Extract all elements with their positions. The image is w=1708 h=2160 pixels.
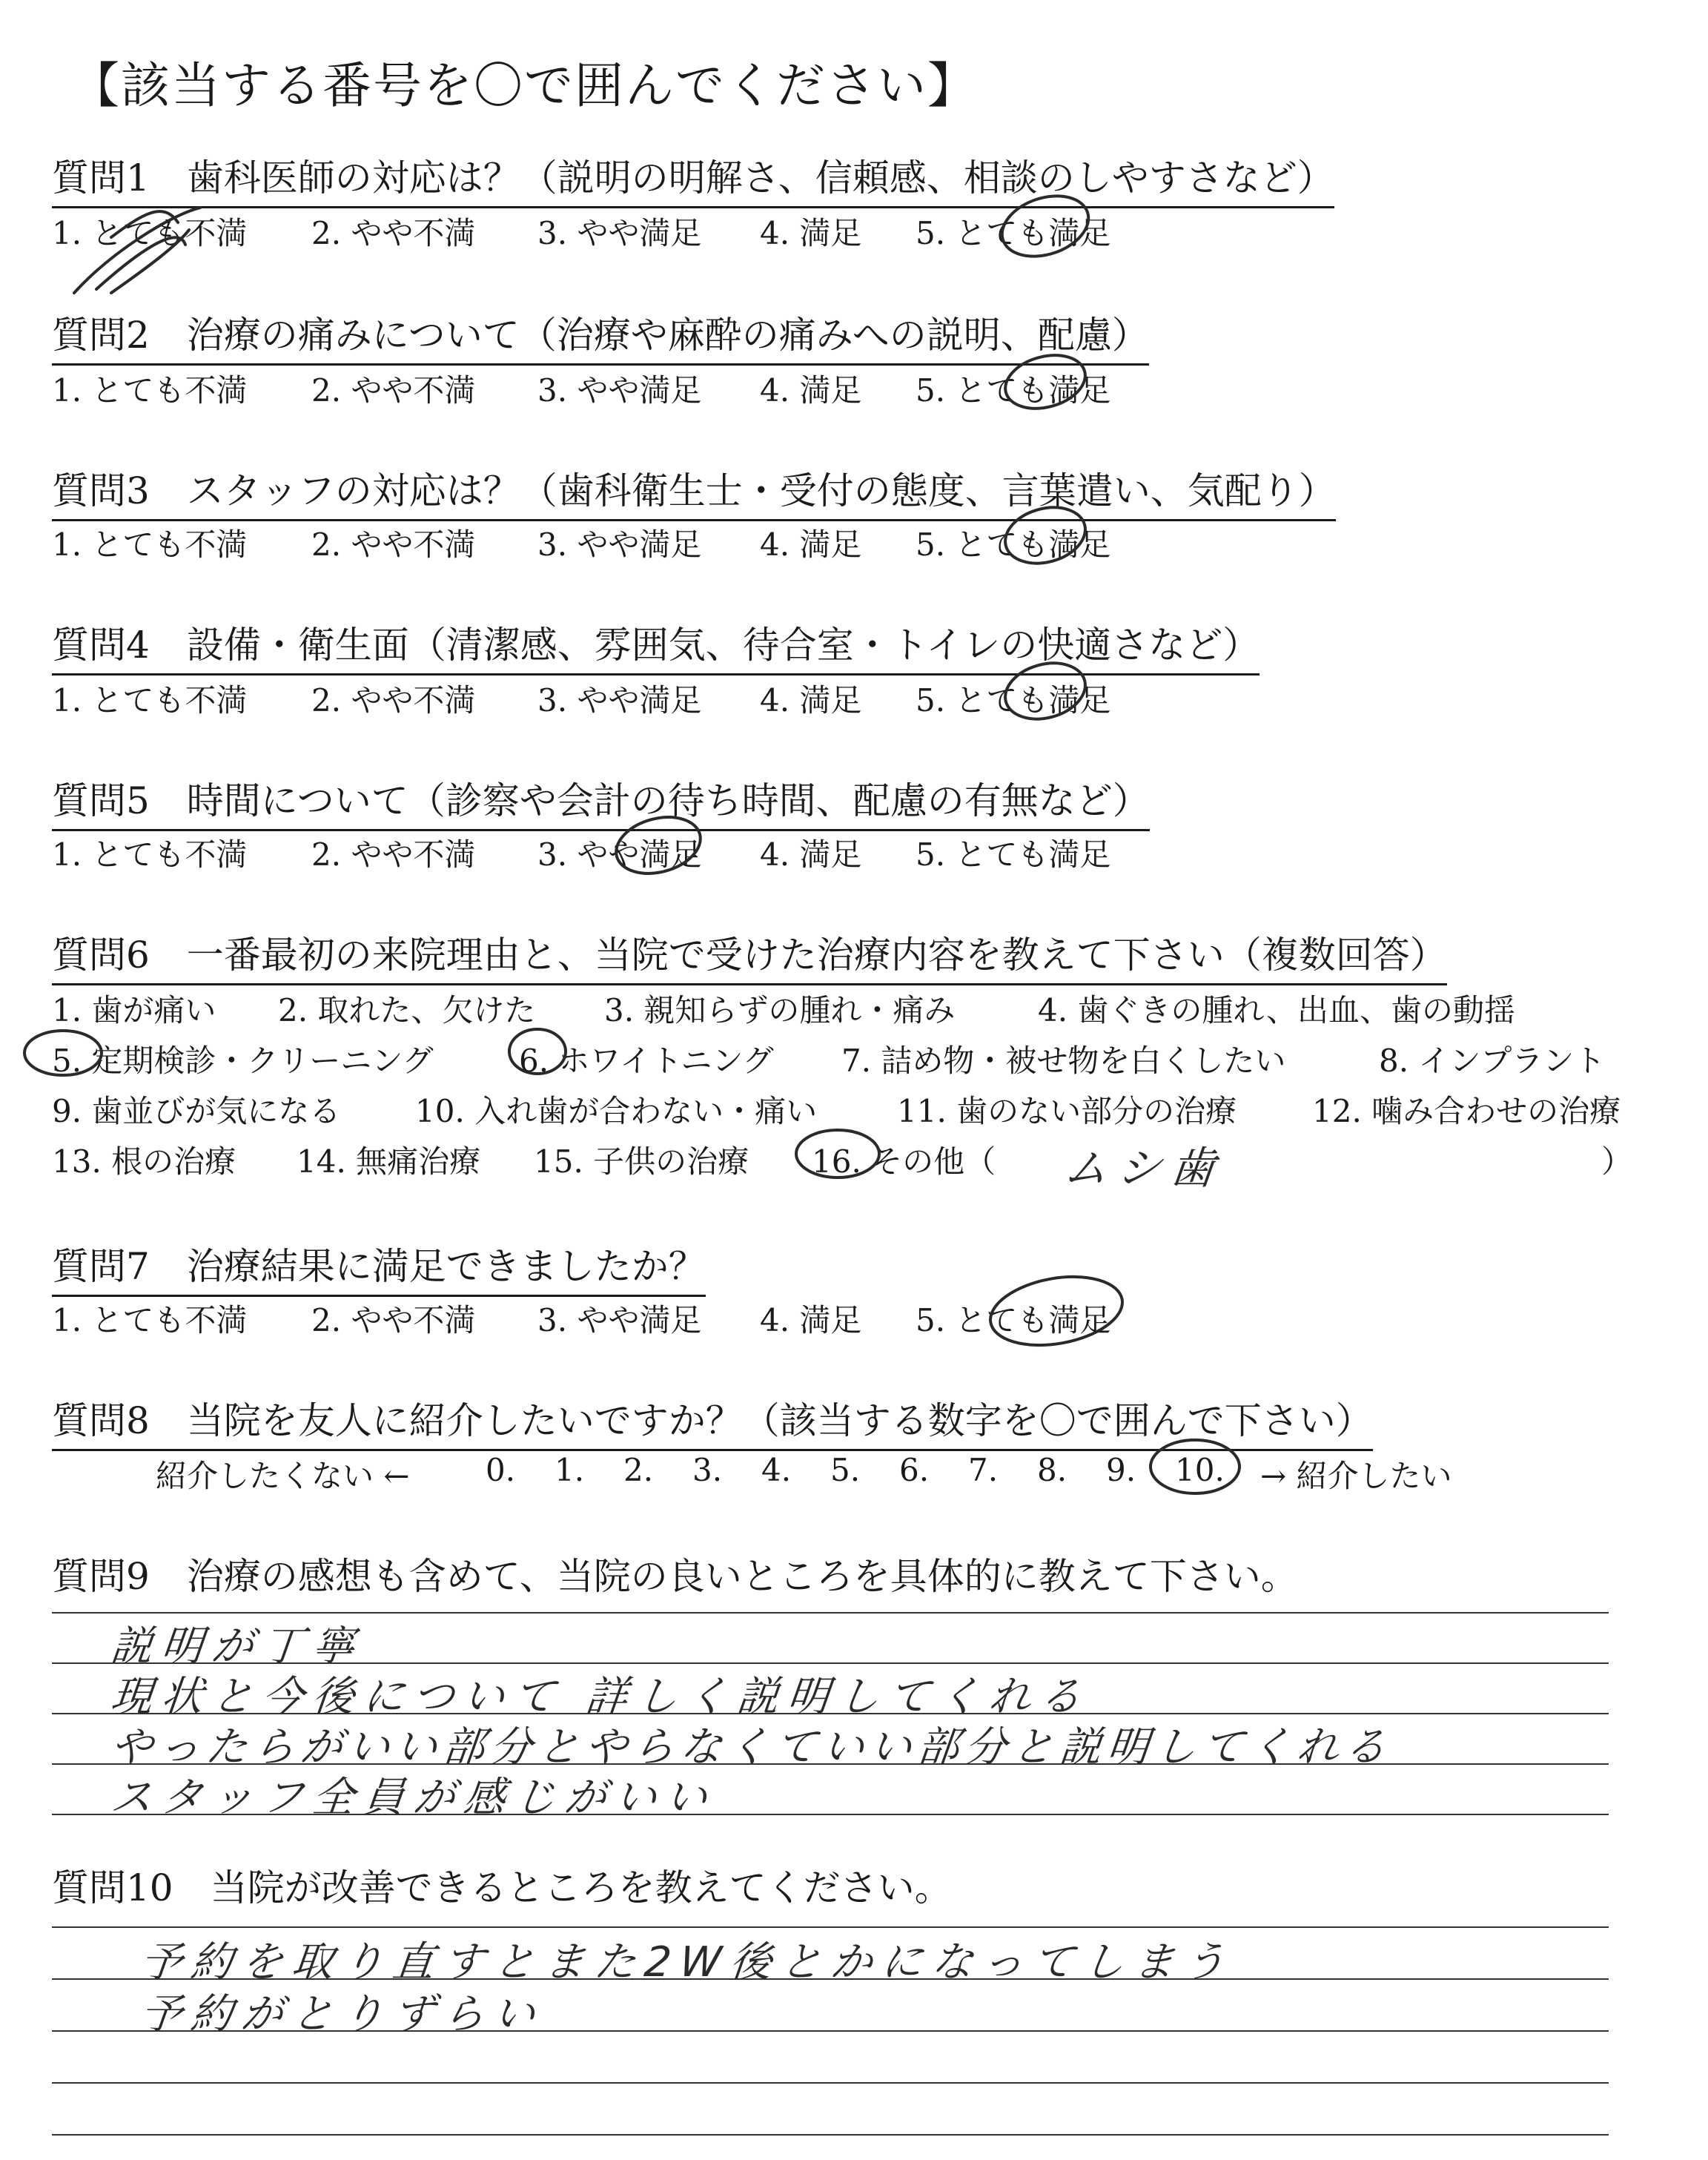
q2-option-1[interactable]: 1. とても不満 [52, 372, 248, 409]
question-4-heading: 質問4 設備・衛生面（清潔感、雰囲気、待合室・トイレの快適さなど） [52, 615, 1260, 676]
q9-handwritten-line-3[interactable]: やったらがいい部分とやらなくていい部分と説明してくれる [108, 1723, 1394, 1771]
question-3-heading: 質問3 スタッフの対応は？（歯科衛生士・受付の態度、言葉遣い、気配り） [52, 461, 1336, 521]
q8-number-2[interactable]: 2. [623, 1452, 654, 1488]
q8-number-7[interactable]: 7. [968, 1452, 999, 1488]
q8-number-1[interactable]: 1. [555, 1452, 585, 1488]
q6-option-8[interactable]: 8. インプラント [1379, 1043, 1606, 1079]
q6-option-10[interactable]: 10. 入れ歯が合わない・痛い [415, 1093, 818, 1129]
q5-option-1[interactable]: 1. とても不満 [52, 836, 248, 873]
q6-option-2[interactable]: 2. 取れた、欠けた [278, 992, 536, 1028]
q6-option-4[interactable]: 4. 歯ぐきの腫れ、出血、歯の動揺 [1038, 992, 1515, 1028]
q1-option-5[interactable]: 5. とても満足 [916, 215, 1111, 251]
q7-option-4[interactable]: 4. 満足 [760, 1302, 862, 1338]
q9-handwritten-line-2[interactable]: 現状と今後について 詳しく説明してくれる [108, 1673, 1093, 1721]
q3-option-1[interactable]: 1. とても不満 [52, 526, 248, 563]
question-2-heading: 質問2 治療の痛みについて（治療や麻酔の痛みへの説明、配慮） [52, 305, 1149, 366]
q3-option-5[interactable]: 5. とても満足 [916, 526, 1111, 563]
q8-number-0[interactable]: 0. [486, 1452, 516, 1488]
question-2-scale [52, 366, 1164, 411]
q6-option-14[interactable]: 14. 無痛治療 [297, 1143, 481, 1180]
q8-right-label: → 紹介したい [1260, 1458, 1452, 1494]
question-7-scale [52, 1296, 1164, 1341]
q8-number-10[interactable]: 10. [1175, 1452, 1225, 1488]
q6-options-row-3 [52, 1087, 1653, 1132]
q8-scale [156, 1452, 1564, 1496]
q6-options-row-4 [52, 1137, 1653, 1182]
q9-handwritten-line-1[interactable]: 説明が丁寧 [108, 1622, 365, 1671]
q6-option-7[interactable]: 7. 詰め物・被せ物を白くしたい [841, 1043, 1286, 1079]
q7-option-3[interactable]: 3. やや満足 [537, 1302, 702, 1338]
q4-option-3[interactable]: 3. やや満足 [537, 682, 702, 719]
q7-option-5[interactable]: 5. とても満足 [916, 1302, 1111, 1338]
q7-option-2[interactable]: 2. やや不満 [311, 1302, 476, 1338]
q6-option-9[interactable]: 9. 歯並びが気になる [52, 1093, 341, 1129]
q8-number-5[interactable]: 5. [830, 1452, 861, 1488]
q10-answer-line [52, 2082, 1609, 2084]
q6-other-handwritten[interactable]: ムシ歯 [1060, 1143, 1227, 1195]
q6-option-16[interactable]: 16. その他（ [812, 1143, 996, 1180]
question-7-heading: 質問7 治療結果に満足できましたか？ [52, 1237, 706, 1297]
page-title: 【該当する番号を〇で囲んでください】 [70, 57, 978, 114]
q6-option-13[interactable]: 13. 根の治療 [52, 1143, 236, 1180]
question-3-scale [52, 521, 1164, 565]
q1-option-1[interactable]: 1. とても不満 [52, 215, 248, 251]
q6-option-1[interactable]: 1. 歯が痛い [52, 992, 216, 1028]
q3-option-3[interactable]: 3. やや満足 [537, 526, 702, 563]
q4-option-4[interactable]: 4. 満足 [760, 682, 862, 719]
question-4-scale [52, 676, 1164, 721]
q6-option-11[interactable]: 11. 歯のない部分の治療 [897, 1093, 1237, 1129]
question-5-heading: 質問5 時間について（診察や会計の待ち時間、配慮の有無など） [52, 771, 1150, 831]
q8-number-4[interactable]: 4. [761, 1452, 792, 1488]
q4-option-1[interactable]: 1. とても不満 [52, 682, 248, 719]
q6-options-row-2 [52, 1037, 1653, 1081]
q2-option-5[interactable]: 5. とても満足 [916, 372, 1111, 409]
q6-option-6[interactable]: 6. ホワイトニング [519, 1043, 774, 1079]
q6-options-row-1 [52, 986, 1653, 1031]
q10-answer-line [52, 2134, 1609, 2136]
question-1-heading: 質問1 歯科医師の対応は？（説明の明解さ、信頼感、相談のしやすさなど） [52, 148, 1334, 208]
q10-answer-line [52, 1926, 1609, 1928]
q6-option-5[interactable]: 5. 定期検診・クリーニング [52, 1043, 434, 1079]
q3-option-2[interactable]: 2. やや不満 [311, 526, 476, 563]
q6-option-3[interactable]: 3. 親知らずの腫れ・痛み [604, 992, 956, 1028]
question-8-heading: 質問8 当院を友人に紹介したいですか？（該当する数字を〇で囲んで下さい） [52, 1391, 1373, 1451]
q9-handwritten-line-4[interactable]: スタッフ全員が感じがいい [108, 1774, 718, 1822]
q8-number-8[interactable]: 8. [1037, 1452, 1068, 1488]
q6-option-15[interactable]: 15. 子供の治療 [534, 1143, 749, 1180]
q10-handwritten-line-2[interactable]: 予約がとりずらい [138, 1990, 546, 2038]
q4-option-2[interactable]: 2. やや不満 [311, 682, 476, 719]
q3-option-4[interactable]: 4. 満足 [760, 526, 862, 563]
q2-option-3[interactable]: 3. やや満足 [537, 372, 702, 409]
q5-option-5[interactable]: 5. とても満足 [916, 836, 1111, 873]
q5-option-4[interactable]: 4. 満足 [760, 836, 862, 873]
q6-other-close-paren: ） [1601, 1143, 1633, 1180]
q5-option-3[interactable]: 3. やや満足 [537, 836, 702, 873]
q2-option-4[interactable]: 4. 満足 [760, 372, 862, 409]
question-10-heading: 質問10 当院が改善できるところを教えてください。 [52, 1866, 952, 1909]
q2-option-2[interactable]: 2. やや不満 [311, 372, 476, 409]
q8-number-9[interactable]: 9. [1106, 1452, 1136, 1488]
question-5-scale [52, 830, 1164, 875]
question-1-scale [52, 209, 1164, 254]
q1-option-3[interactable]: 3. やや満足 [537, 215, 702, 251]
question-6-heading: 質問6 一番最初の来院理由と、当院で受けた治療内容を教えて下さい（複数回答） [52, 925, 1447, 985]
q10-handwritten-line-1[interactable]: 予約を取り直すとまた2W後とかになってしまう [138, 1938, 1237, 1986]
q8-left-label: 紹介したくない ← [156, 1458, 410, 1494]
q8-number-6[interactable]: 6. [899, 1452, 930, 1488]
q1-option-2[interactable]: 2. やや不満 [311, 215, 476, 251]
q6-option-12[interactable]: 12. 噛み合わせの治療 [1312, 1093, 1621, 1129]
q8-number-3[interactable]: 3. [692, 1452, 723, 1488]
q5-option-2[interactable]: 2. やや不満 [311, 836, 476, 873]
q7-option-1[interactable]: 1. とても不満 [52, 1302, 248, 1338]
question-9-heading: 質問9 治療の感想も含めて、当院の良いところを具体的に教えて下さい。 [52, 1555, 1298, 1598]
q1-option-4[interactable]: 4. 満足 [760, 215, 862, 251]
q4-option-5[interactable]: 5. とても満足 [916, 682, 1111, 719]
